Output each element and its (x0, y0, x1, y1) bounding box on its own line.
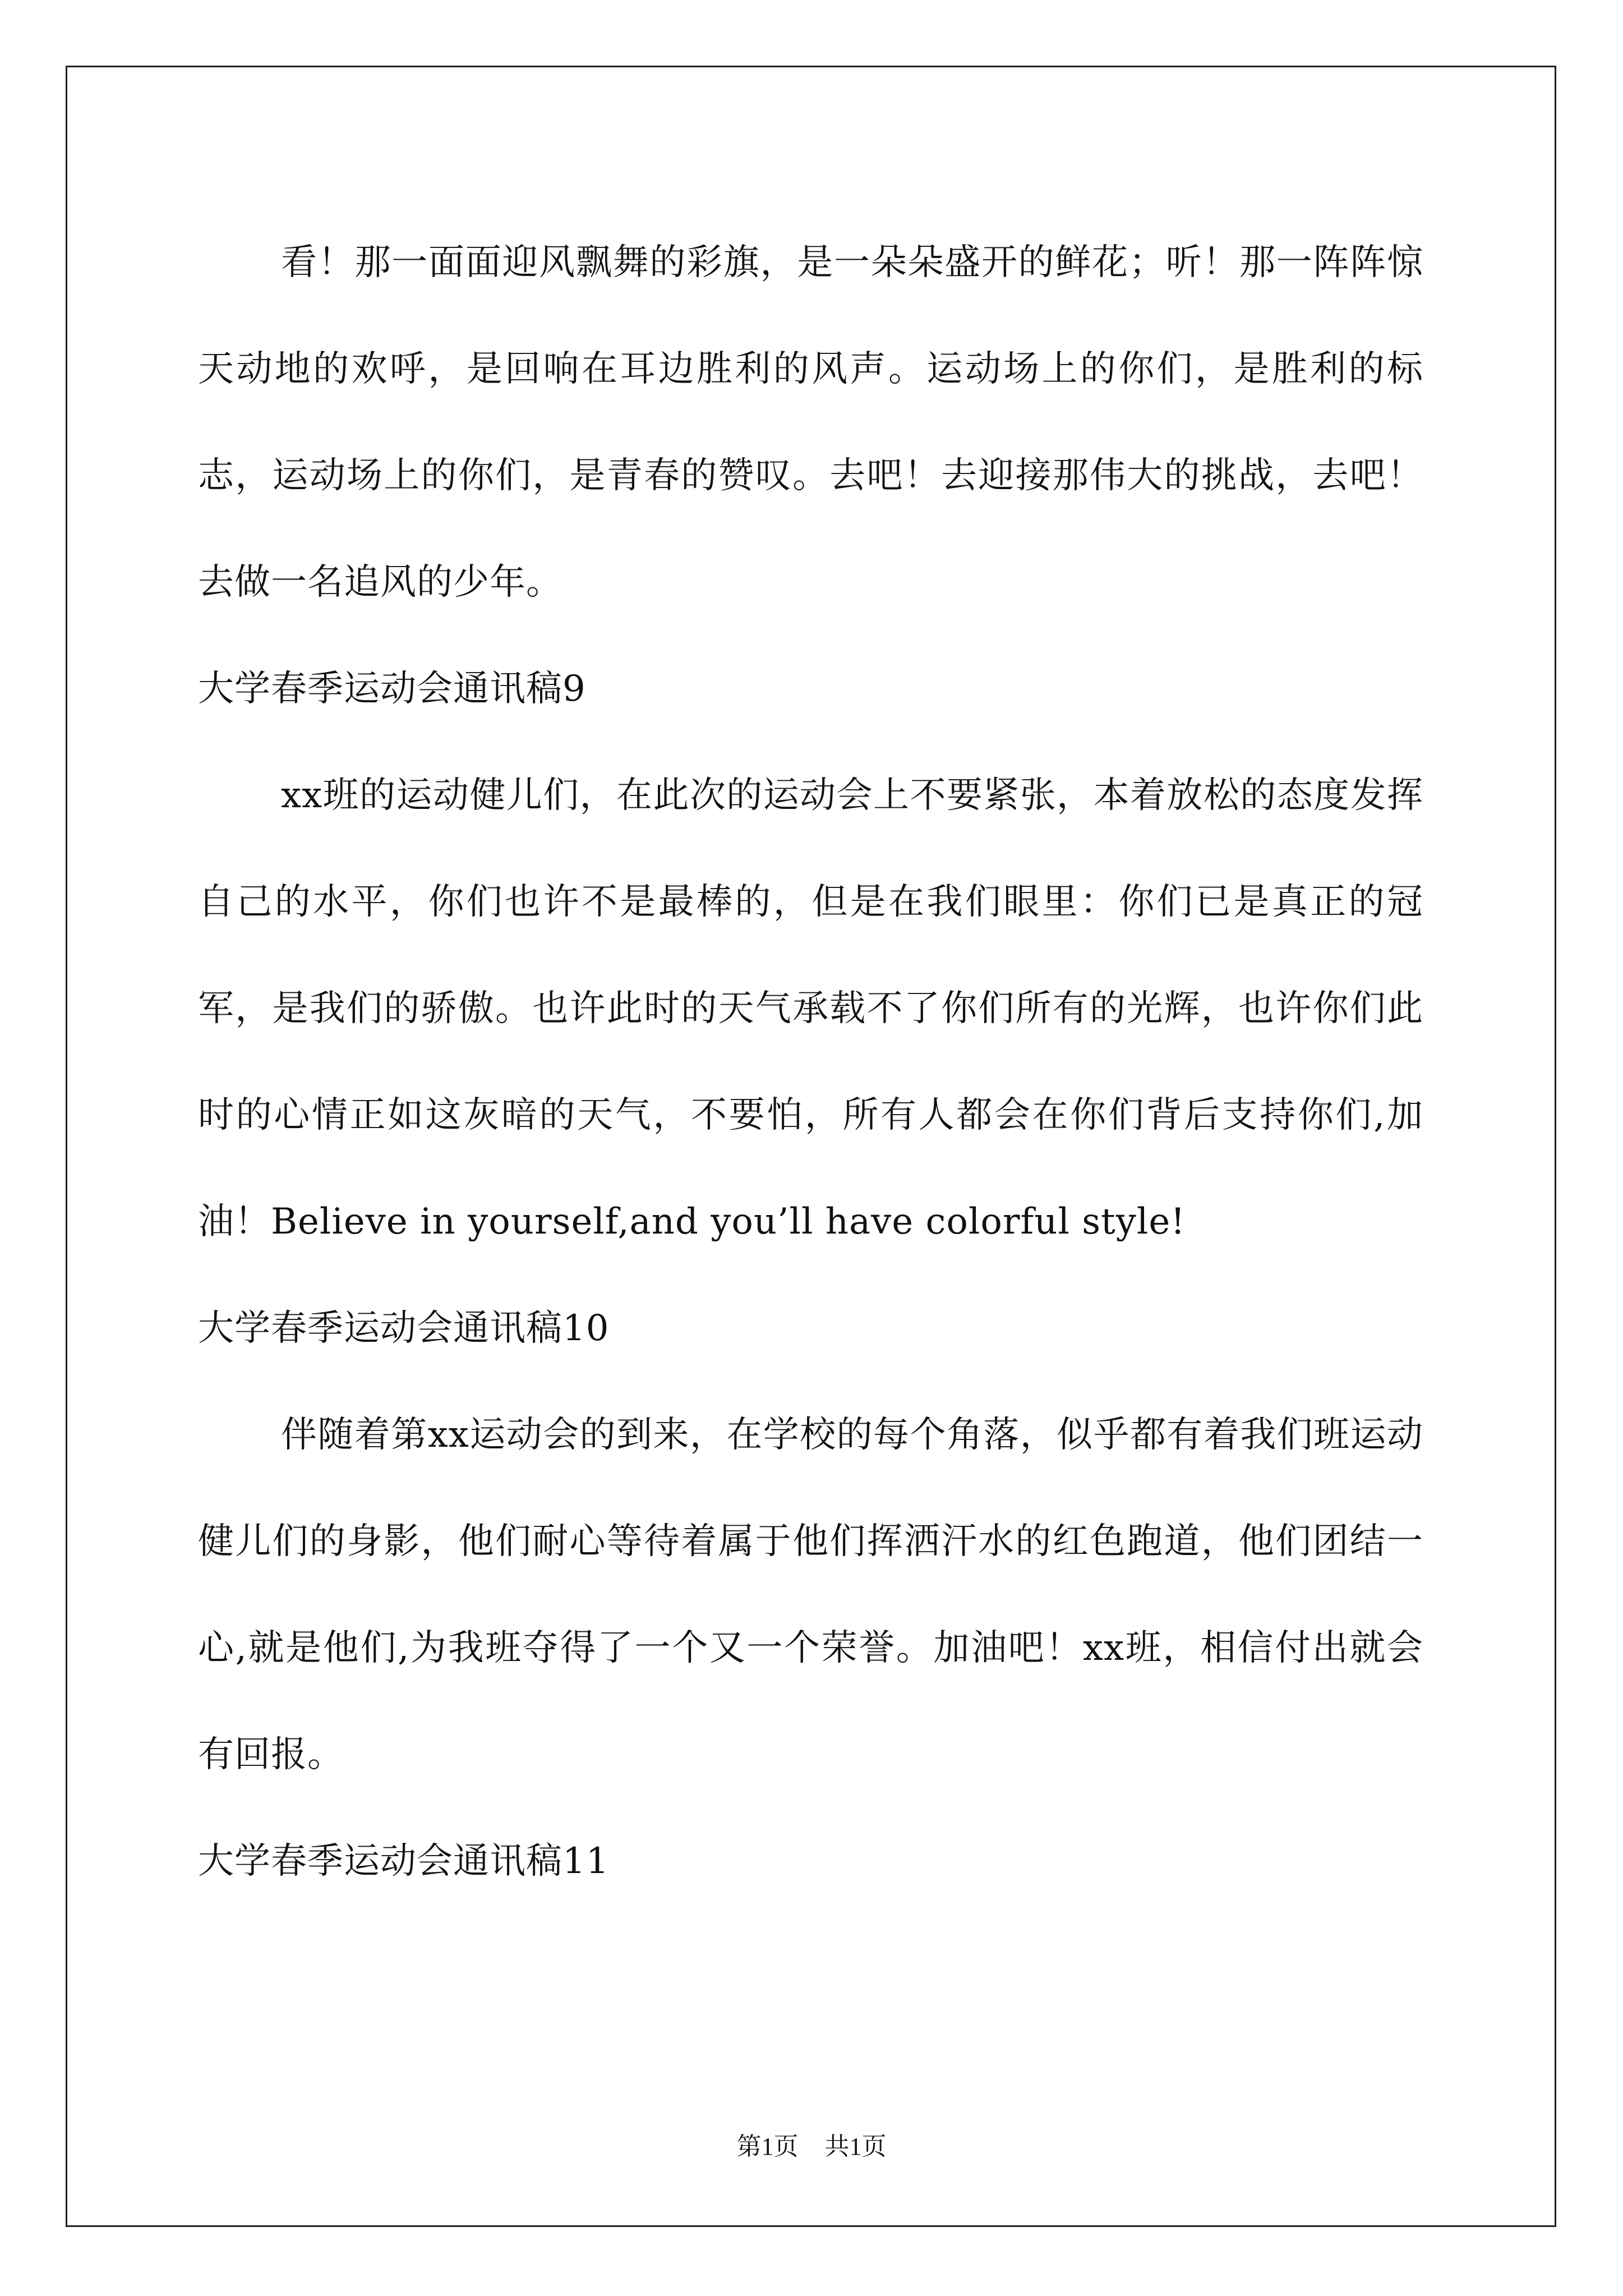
page-number: 第1页 (736, 2133, 799, 2160)
document-body (198, 209, 1423, 1915)
section-heading-11: 大学春季运动会通讯稿11 (198, 1841, 610, 1882)
section-heading-10: 大学春季运动会通讯稿10 (198, 1308, 610, 1349)
page-total: 共1页 (824, 2133, 887, 2160)
paragraph-2: xx班的运动健儿们，在此次的运动会上不要紧张，本着放松的态度发挥自己的水平，你们也许不是最棒的，但是在我们眼里：你们已是真正的冠军，是我们的骄傲。也许此时的天气承载不了你们所有的光辉，也许你们此时的心情正如这灰暗的天气，不要怕，所有人都会在你们背后支持你们,加油！Believe in yourself,and you’ll have colorful style! (198, 775, 1423, 1243)
paragraph-3: 伴随着第xx运动会的到来，在学校的每个角落，似乎都有着我们班运动健儿们的身影，他们耐心等待着属于他们挥洒汗水的红色跑道，他们团结一心,就是他们,为我班夺得了一个又一个荣誉。加油吧！xx班，相信付出就会有回报。 (198, 1414, 1423, 1775)
section-heading-9: 大学春季运动会通讯稿9 (198, 668, 586, 710)
page-footer (0, 2126, 1623, 2162)
paragraph-1: 看！那一面面迎风飘舞的彩旗，是一朵朵盛开的鲜花；听！那一阵阵惊天动地的欢呼，是回响在耳边胜利的风声。运动场上的你们，是胜利的标志，运动场上的你们，是青春的赞叹。去吧！去迎接那伟大的挑战，去吧！去做一名追风的少年。 (198, 242, 1423, 603)
